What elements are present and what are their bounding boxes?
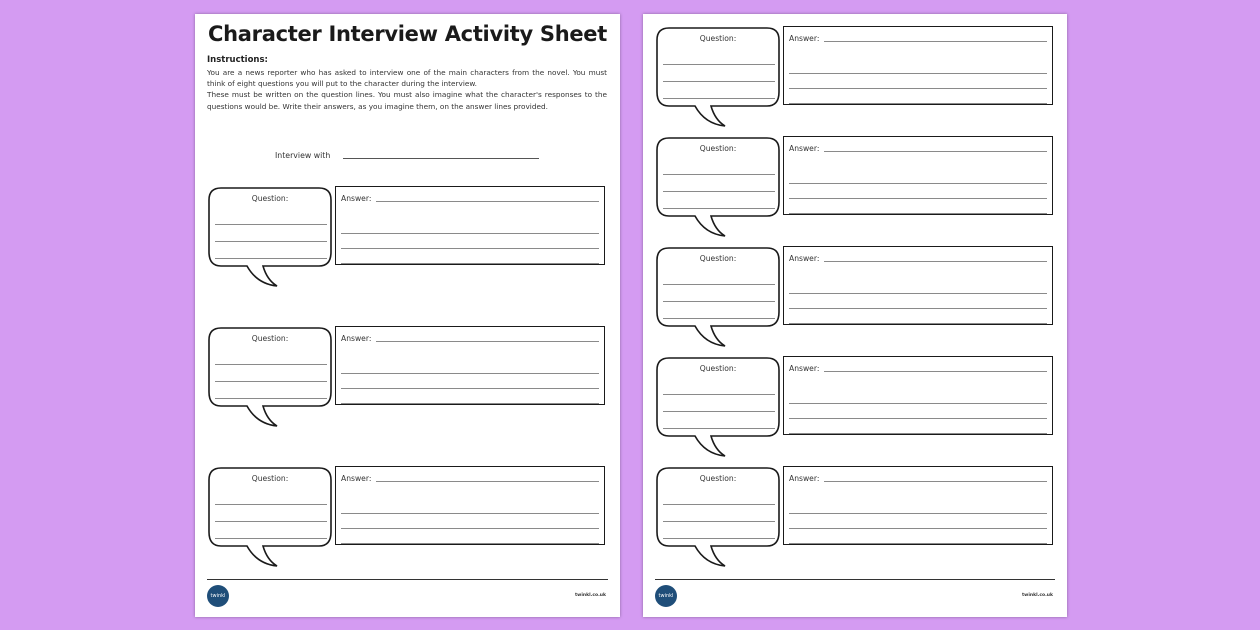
answer-line[interactable] [789, 404, 1047, 419]
worksheet-page-2 [643, 14, 1067, 617]
answer-lines[interactable] [789, 169, 1047, 214]
instructions-heading: Instructions: [207, 55, 268, 65]
question-line[interactable] [215, 352, 327, 365]
question-line[interactable] [215, 369, 327, 382]
answer-box [783, 246, 1053, 325]
question-line[interactable] [663, 382, 775, 395]
answer-box [335, 186, 605, 265]
answer-line[interactable] [789, 294, 1047, 309]
worksheet-page-1 [195, 14, 620, 617]
question-lines[interactable] [663, 162, 775, 213]
instructions-text [207, 67, 607, 112]
answer-box [335, 466, 605, 545]
twinkl-logo-icon: twinkl [207, 585, 229, 607]
question-lines[interactable] [215, 352, 327, 403]
answer-lines[interactable] [789, 389, 1047, 434]
answer-line[interactable] [789, 309, 1047, 324]
question-label: Question: [251, 334, 289, 343]
answer-line[interactable] [789, 389, 1047, 404]
answer-label: Answer: [789, 254, 820, 263]
question-line[interactable] [663, 196, 775, 209]
question-line[interactable] [215, 229, 327, 242]
answer-label: Answer: [789, 474, 820, 483]
answer-line[interactable] [341, 529, 599, 544]
answer-line[interactable] [341, 514, 599, 529]
question-answer-unit [207, 326, 612, 456]
question-lines[interactable] [663, 492, 775, 543]
question-label: Question: [699, 34, 737, 43]
question-line[interactable] [663, 86, 775, 99]
answer-line[interactable] [341, 359, 599, 374]
question-label: Question: [699, 364, 737, 373]
answer-box [783, 136, 1053, 215]
footer-page-code: twinkl.co.uk [575, 593, 606, 598]
question-lines[interactable] [663, 382, 775, 433]
answer-line[interactable] [824, 481, 1047, 482]
answer-box [783, 466, 1053, 545]
answer-line[interactable] [789, 199, 1047, 214]
answer-line[interactable] [341, 499, 599, 514]
question-lines[interactable] [663, 52, 775, 103]
question-label: Question: [251, 474, 289, 483]
answer-line[interactable] [341, 374, 599, 389]
instructions-paragraph: You are a news reporter who has asked to interview one of the main characters from the novel. You must think of eight questions you will put to the character during the interview. [207, 68, 607, 89]
answer-line[interactable] [789, 89, 1047, 104]
answer-lines[interactable] [341, 499, 599, 544]
question-label: Question: [699, 254, 737, 263]
answer-label: Answer: [789, 364, 820, 373]
question-lines[interactable] [663, 272, 775, 323]
question-line[interactable] [663, 289, 775, 302]
interview-with-label: Interview with [275, 151, 331, 160]
answer-line[interactable] [789, 279, 1047, 294]
answer-line[interactable] [376, 201, 599, 202]
question-line[interactable] [663, 306, 775, 319]
question-line[interactable] [215, 526, 327, 539]
answer-lines[interactable] [789, 279, 1047, 324]
answer-line[interactable] [341, 249, 599, 264]
answer-label: Answer: [341, 194, 372, 203]
answer-box [783, 356, 1053, 435]
answer-label: Answer: [341, 474, 372, 483]
answer-line[interactable] [789, 419, 1047, 434]
question-line[interactable] [215, 509, 327, 522]
page-title: Character Interview Activity Sheet [208, 22, 607, 46]
answer-line[interactable] [789, 499, 1047, 514]
question-line[interactable] [663, 179, 775, 192]
question-lines[interactable] [215, 492, 327, 543]
answer-line[interactable] [341, 219, 599, 234]
answer-line[interactable] [376, 341, 599, 342]
twinkl-logo-icon: twinkl [655, 585, 677, 607]
question-line[interactable] [663, 526, 775, 539]
answer-lines[interactable] [789, 59, 1047, 104]
answer-label: Answer: [789, 144, 820, 153]
answer-line[interactable] [789, 184, 1047, 199]
answer-line[interactable] [341, 389, 599, 404]
question-line[interactable] [663, 69, 775, 82]
answer-line[interactable] [824, 261, 1047, 262]
question-lines[interactable] [215, 212, 327, 263]
answer-line[interactable] [789, 59, 1047, 74]
question-line[interactable] [215, 492, 327, 505]
question-line[interactable] [215, 386, 327, 399]
answer-line[interactable] [789, 529, 1047, 544]
question-label: Question: [699, 144, 737, 153]
question-answer-unit [655, 466, 1060, 596]
answer-label: Answer: [789, 34, 820, 43]
answer-line[interactable] [789, 169, 1047, 184]
question-line[interactable] [663, 52, 775, 65]
answer-line[interactable] [341, 234, 599, 249]
question-line[interactable] [663, 272, 775, 285]
answer-box [783, 26, 1053, 105]
answer-line[interactable] [824, 151, 1047, 152]
footer-page-code: twinkl.co.uk [1022, 593, 1053, 598]
question-line[interactable] [663, 162, 775, 175]
answer-line[interactable] [789, 514, 1047, 529]
answer-line[interactable] [824, 41, 1047, 42]
answer-line[interactable] [376, 481, 599, 482]
question-label: Question: [699, 474, 737, 483]
answer-line[interactable] [789, 74, 1047, 89]
question-line[interactable] [663, 399, 775, 412]
question-label: Question: [251, 194, 289, 203]
footer-divider [655, 579, 1055, 580]
question-answer-unit [207, 186, 612, 316]
interview-with-line[interactable] [343, 158, 539, 159]
answer-lines[interactable] [789, 499, 1047, 544]
question-line[interactable] [663, 492, 775, 505]
question-line[interactable] [663, 416, 775, 429]
question-line[interactable] [663, 509, 775, 522]
question-line[interactable] [215, 212, 327, 225]
footer-divider [207, 579, 608, 580]
answer-lines[interactable] [341, 359, 599, 404]
question-answer-unit [207, 466, 612, 596]
answer-label: Answer: [341, 334, 372, 343]
instructions-paragraph: These must be written on the question lines. You must also imagine what the character's responses to the questions would be. Write their answers, as you imagine them, on the answer lines provided. [207, 90, 607, 111]
answer-line[interactable] [824, 371, 1047, 372]
answer-box [335, 326, 605, 405]
answer-lines[interactable] [341, 219, 599, 264]
question-line[interactable] [215, 246, 327, 259]
